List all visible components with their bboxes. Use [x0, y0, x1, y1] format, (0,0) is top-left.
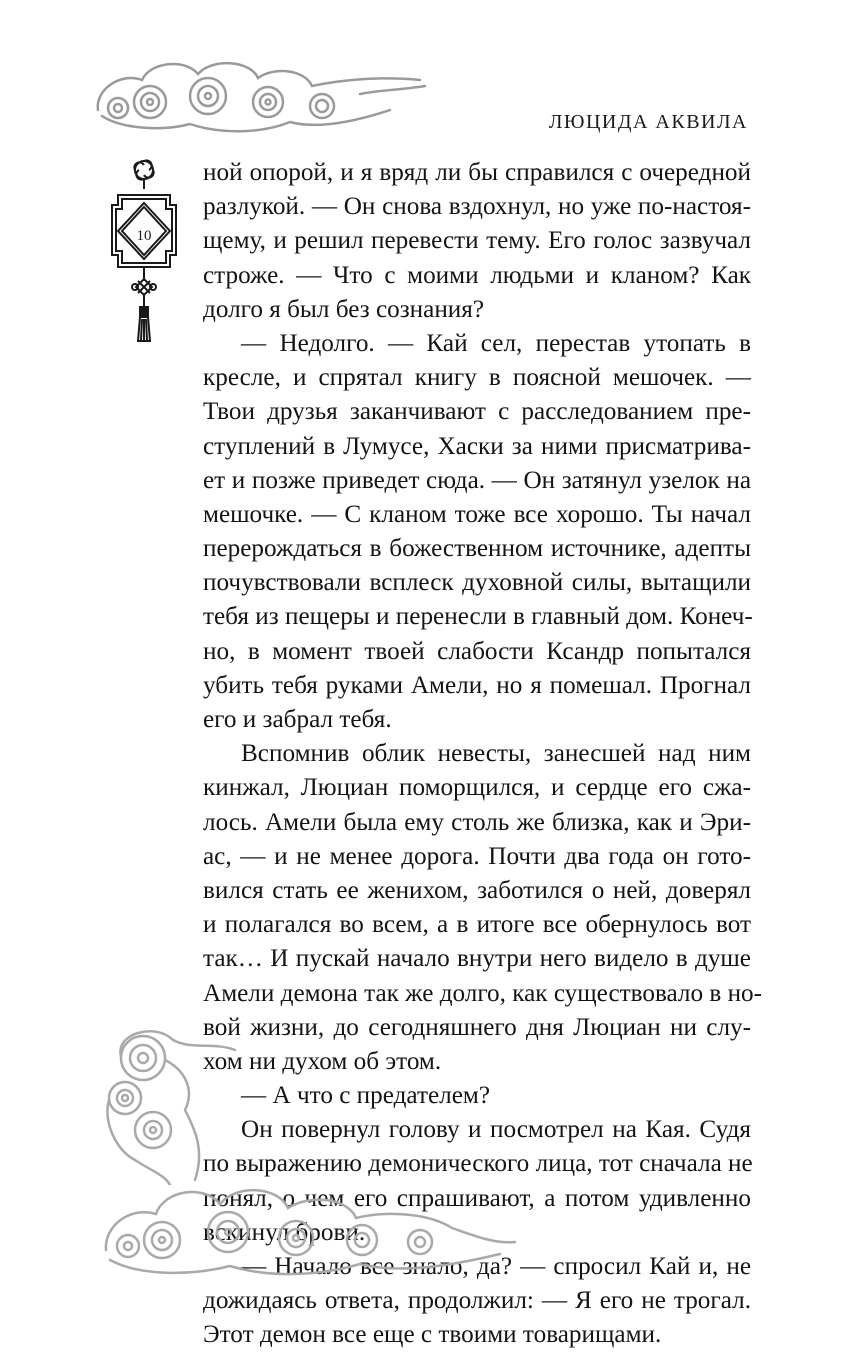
text-line: мешочке. — С кланом тоже все хорошо. Ты начал — [203, 500, 751, 528]
text-line: вой жизни, до сегодняшнего дня Люциан ни слу- — [203, 1013, 751, 1041]
text-line: долго я был без сознания? — [203, 295, 485, 323]
cloud-ornament-top-icon — [90, 50, 430, 145]
text-line: лось. Амели была ему столь же близка, как и Эри- — [203, 808, 751, 836]
text-line: ступлений в Лумусе, Хаски за ними присматрива- — [203, 432, 751, 460]
text-line: кресле, и спрятал книгу в поясной мешочек. — — [203, 364, 751, 392]
text-line: убить тебя руками Амели, но я помешал. Прогнал — [203, 671, 751, 699]
text-line: кинжал, Люциан поморщился, и сердце его сжа- — [203, 774, 751, 802]
text-line: почувствовали всплеск духовной силы, вытащили — [203, 569, 751, 597]
lantern-pendant-icon — [104, 155, 184, 345]
text-line: понял, о чем его спрашивают, а потом удивленно — [203, 1184, 751, 1212]
text-line: Вспомнив облик невесты, занесшей над ним — [241, 740, 751, 768]
text-line: ас, — и не менее дорога. Почти два года он гото- — [203, 842, 751, 870]
text-line: Амели демона так же долго, как существовало в но- — [203, 979, 763, 1007]
text-line: перерождаться в божественном источнике, адепты — [203, 535, 751, 563]
text-line: щему, и решил перевести тему. Его голос зазвучал — [203, 227, 751, 255]
text-line: ной опорой, и я вряд ли бы справился с очередной — [203, 159, 751, 186]
text-line: — Начало все знало, да? — спросил Кай и, не — [241, 1253, 751, 1280]
text-line: по выражению демонического лица, тот сначала не — [203, 1150, 753, 1178]
cloud-ornament-left-icon — [95, 1020, 245, 1185]
text-line: разлукой. — Он снова вздохнул, но уже по-настоя- — [203, 193, 751, 221]
text-line: и полагался во всем, а в итоге все обернулось вот — [203, 911, 751, 939]
text-line: тебя из пещеры и перенесли в главный дом. Конеч- — [203, 603, 753, 631]
text-line: ет и позже приведет сюда. — Он затянул узелок на — [203, 466, 751, 494]
text-line: его и забрал тебя. — [203, 706, 392, 733]
text-line: Твои друзья заканчивают с расследованием пре- — [203, 398, 751, 426]
text-line: Он повернул голову и посмотрел на Кая. Судя — [241, 1116, 751, 1144]
page-number: 10 — [136, 228, 152, 244]
text-line: строже. — Что с моими людьми и кланом? Как — [203, 261, 751, 289]
text-line: так… И пускай начало внутри него видело в душе — [203, 945, 751, 973]
text-line: — А что с предателем? — [241, 1082, 490, 1110]
text-line: вскинул брови. — [203, 1218, 366, 1246]
text-line: вился стать ее женихом, заботился о ней, доверял — [203, 876, 751, 904]
running-head: ЛЮЦИДА АКВИЛА — [548, 111, 748, 133]
text-line: — Недолго. — Кай сел, перестав утопать в — [241, 329, 751, 357]
cloud-ornament-bottom-icon — [100, 1170, 520, 1280]
text-line: Этот демон все еще с твоими товарищами. — [203, 1321, 662, 1349]
text-line: хом ни духом об этом. — [203, 1047, 442, 1075]
text-line: но, в момент твоей слабости Ксандр попытался — [203, 637, 751, 665]
text-line: дожидаясь ответа, продолжил: — Я его не трогал. — [203, 1287, 751, 1315]
